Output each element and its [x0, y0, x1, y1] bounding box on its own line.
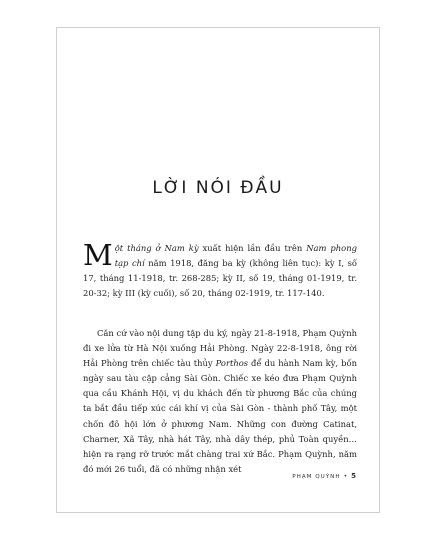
intro-text-2: năm 1918, đăng ba kỳ (không liên tục): kỳ I, số 17, tháng 11-1918, tr. 268-285; kỳ II, số 19, tháng 01-1919, tr. 20-32; kỳ III (kỳ cuối), số 20, tháng 02-1919, tr. 117-140.	[83, 258, 357, 298]
page-title: LỜI NÓI ĐẦU	[152, 178, 284, 198]
page-footer	[292, 472, 356, 480]
body-text-1: Căn cứ vào nội dung tập du ký, ngày 21-8-1918, Phạm Quỳnh đi xe lửa từ Hà Nội xuống Hải Phòng. Ngày 22-8-1918, ông rời Hải Phòng trên chiếc tàu thủy	[83, 328, 357, 369]
body-text-2: để du hành Nam kỳ, bốn ngày sau tàu cập cảng Sài Gòn. Chiếc xe kéo đưa Phạm Quỳnh qua cầu Khánh Hội, vị du khách đến từ phương Bắc của chúng ta bắt đầu tiếp xúc cái khí vị của Sài Gòn - thành phố Tây, một chốn đô hội lớn ở phương Nam. Những con đường Catinat, Charner, Xã Tây, nhà hát Tây, nhà dây thép, phủ Toàn quyền… hiện ra rạng rỡ trước mắt chàng trai xứ Bắc. Phạm Quỳnh, năm đó mới 26 tuổi, đã có những nhận xét	[83, 358, 357, 474]
intro-text-1: xuất hiện lần đầu trên	[198, 243, 307, 253]
drop-cap: M	[83, 238, 113, 272]
running-author: PHẠM QUỲNH	[292, 474, 341, 480]
book-title-italic: ột tháng ở Nam kỳ	[114, 243, 199, 253]
footer-bullet: •	[343, 473, 349, 480]
magazine-title-italic: Nam phong tạp chí	[114, 243, 357, 268]
ship-name-italic: Porthos	[215, 358, 249, 369]
book-page	[56, 27, 380, 513]
intro-paragraph	[83, 238, 357, 301]
page-number: 5	[351, 472, 356, 480]
body-paragraph	[83, 326, 357, 477]
